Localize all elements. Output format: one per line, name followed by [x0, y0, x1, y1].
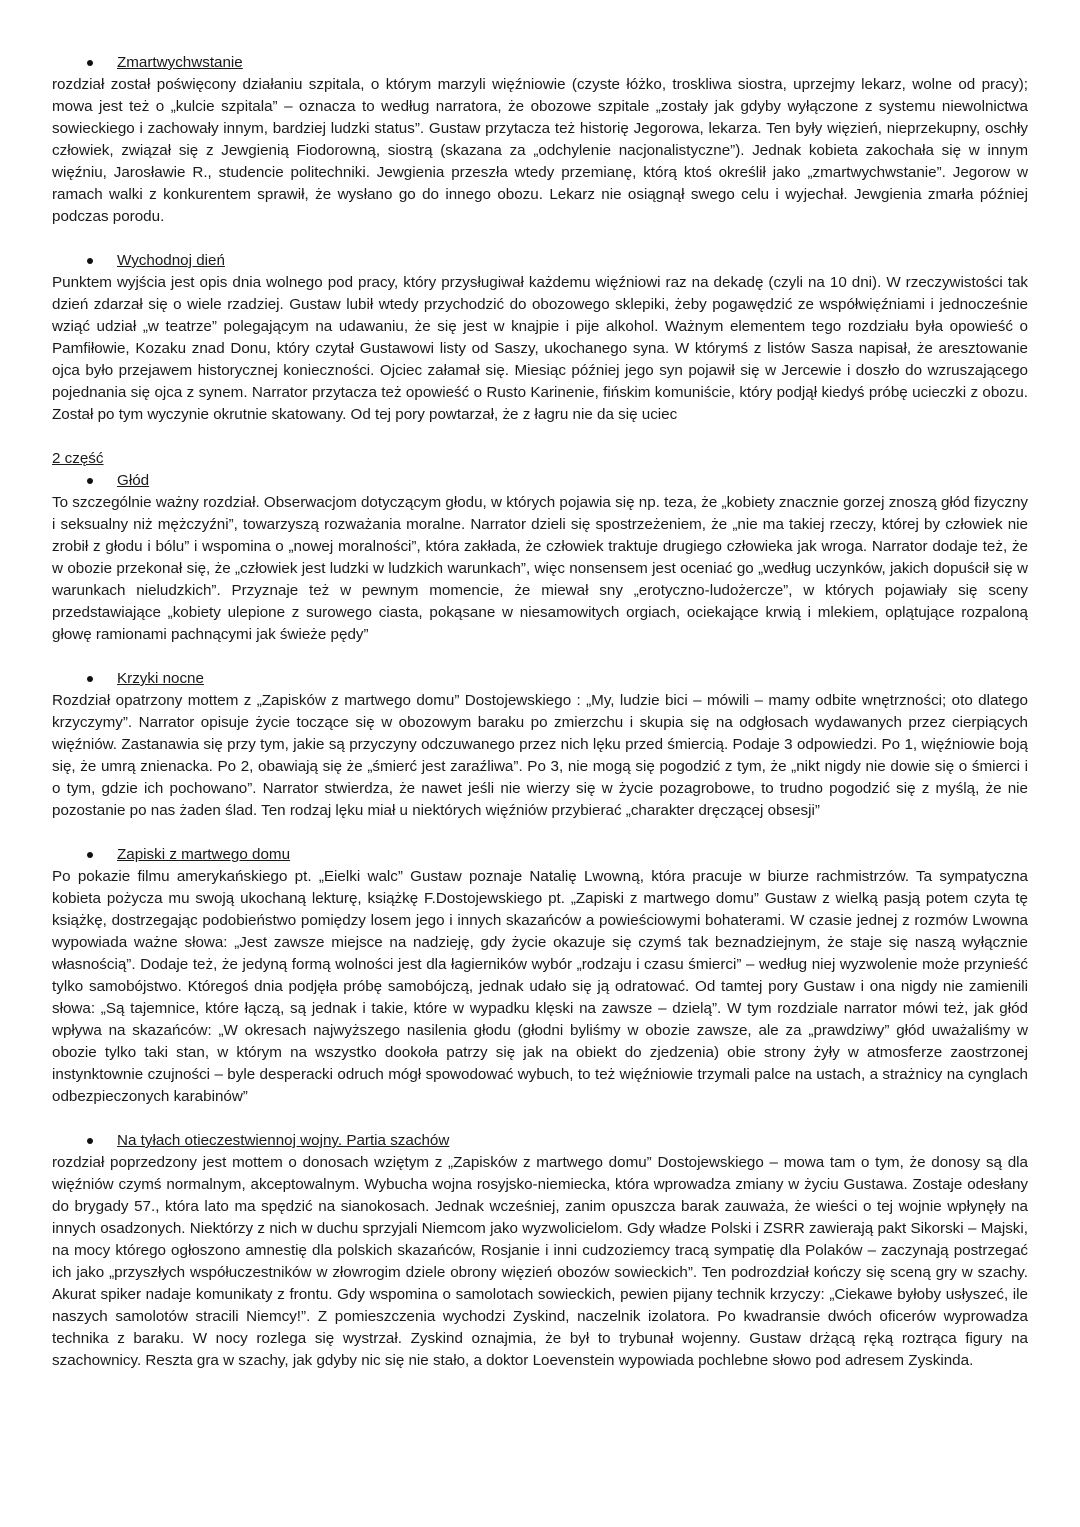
section-body: Po pokazie filmu amerykańskiego pt. „Eielki walc” Gustaw poznaje Natalię Lwowną, która pracuje w biurze rachmistrzów. Ta sympatyczna kobieta pożycza mu swoją ukochaną lekturę, książkę F.Dostojewskiego pt. „Zapiski z martwego domu” Gustaw z wielką pasją potem czyta tę książkę, dostrzegając podobieństwo pomiędzy losem jego i innych skazańców a powieściowymi bohaterami. W czasie jednej z rozmów Lwowna wypowiada ważne słowa: „Jest zawsze miejsce na nadzieję, gdy życie okazuje się czymś tak beznadziejnym, że staje się naszą wyłącznie własnością”. Dodaje też, że jedyną formą wolności jest dla łagierników wybór „rodzaju i czasu śmierci” – według niej wyzwolenie może przynieść tylko samobójstwo. Któregoś dnia podjęła próbę samobójczą, jednak udało się ją odratować. Od tamtej pory Gustaw i ona nigdy nie zamienili słowa: „Są tajemnice, które łączą, są jednak i takie, które w wypadku klęski na zawsze – dzielą”. W tym rozdziale narrator mówi też, jak głód wpływa na skazańców: „W okresach najwyższego nasilenia głodu (głodni byliśmy w obozie zawsze, ale za „prawdziwy” głód uważaliśmy w obozie tylko taki stan, w którym na wszystko dookoła patrzy się jak na obiekt do zjedzenia) obie strony żyły w atmosferze zaostrzonej instynktownie czujności – byle desperacki odruch mógł spowodować wybuch, to też więźniowie trzymali palce na ustach, a strażnicy na cynglach odbezpieczonych karabinów”	[52, 868, 1028, 1105]
section-body: Rozdział opatrzony mottem z „Zapisków z martwego domu” Dostojewskiego : „My, ludzie bici – mówili – mamy odbite wnętrzności; oto dlatego krzyczymy”. Narrator opisuje życie toczące się w obozowym baraku po zmierzchu i skupia się na odgłosach wydawanych przez cierpiących więźniów. Zastanawia się przy tym, jakie są przyczyny odczuwanego przez nich lęku przed śmiercią. Podaje 3 odpowiedzi. Po 1, więźniowie boją się, że umrą znienacka. Po 2, obawiają się że „śmierć jest zaraźliwa”. Po 3, nie mogą się pogodzić z tym, że „nikt nigdy nie dowie się o śmierci i o tym, gdzie ich pochowano”. Narrator stwierdza, że nawet jeśli nie wierzy się w życie pozagrobowe, to trudno pogodzić się z myślą, że nie pozostanie po nas żaden ślad. Ten rodzaj lęku miał u niektórych więźniów przybierać „charakter dręczącej obsesji”	[52, 692, 1028, 819]
section-heading	[52, 668, 1028, 690]
section-heading	[52, 1130, 1028, 1152]
section-na-tylach	[52, 1130, 1028, 1372]
bullet-icon	[87, 478, 93, 484]
section-title: Zapiski z martwego domu	[117, 846, 291, 863]
section-zapiski	[52, 844, 1028, 1108]
section-heading	[52, 250, 1028, 272]
section-zmartwychwstanie	[52, 52, 1028, 228]
part-title: 2 część	[52, 450, 104, 467]
section-heading	[52, 844, 1028, 866]
section-heading	[52, 470, 1028, 492]
section-body: Punktem wyjścia jest opis dnia wolnego pod pracy, który przysługiwał każdemu więźniowi raz na dekadę (czyli na 10 dni). W rzeczywistości tak dzień zdarzał się o wiele rzadziej. Gustaw lubił wtedy przychodzić do obozowego sklepiki, żeby pogawędzić ze współwięźniami i jednocześnie wziąć udział „w teatrze” polegającym na udawaniu, że się jest w knajpie i pije alkohol. Ważnym elementem tego rozdziału była opowieść o Pamfiłowie, Kozaku znad Donu, który czytał Gustawowi listy od Saszy, ukochanego syna. W którymś z listów Sasza napisał, że aresztowanie ojca było przejawem historycznej konieczności. Ojciec załamał się. Miesiąc później jego syn pojawił się w Jercewie i doszło do wzruszającego pojednania się ojca z synem. Narrator przytacza też opowieść o Rusto Karinenie, fińskim komuniście, który podjął kiedyś próbę ucieczki z obozu. Został po tym wyczynie okrutnie skatowany. Od tej pory powtarzał, że z łagru nie da się uciec	[52, 274, 1028, 423]
section-wychodnoj-dien	[52, 250, 1028, 426]
section-title: Krzyki nocne	[117, 670, 204, 687]
section-title: Wychodnoj dień	[117, 252, 225, 269]
bullet-icon	[87, 60, 93, 66]
section-krzyki-nocne	[52, 668, 1028, 822]
bullet-icon	[87, 852, 93, 858]
part-2	[52, 448, 1028, 1372]
bullet-icon	[87, 1138, 93, 1144]
section-title: Na tyłach otieczestwiennoj wojny. Partia szachów	[117, 1132, 450, 1149]
section-heading	[52, 52, 1028, 74]
section-title: Głód	[117, 472, 150, 489]
section-title: Zmartwychwstanie	[117, 54, 243, 71]
section-body: rozdział został poświęcony działaniu szpitala, o którym marzyli więźniowie (czyste łóżko, troskliwa siostra, uprzejmy lekarz, wolne od pracy); mowa jest też o „kulcie szpitala” – oznacza to według narratora, że obozowe szpitale „zostały jak gdyby wyłączone z systemu niewolnictwa sowieckiego i zachowały innym, bardziej ludzki status”. Gustaw przytacza też historię Jegorowa, lekarza. Ten były więzień, nieprzekupny, oschły człowiek, związał się z Jewgienią Fiodorowną, siostrą (skazana za „odchylenie nacjonalistyczne”). Jednak kobieta zakochała się w innym więźniu, Jarosławie R., studencie politechniki. Jewgienia przeszła wtedy przemianę, którą ktoś określił jako „zmartwychwstanie”. Jegorow w ramach walki z konkurentem sprawił, że wysłano go do innego obozu. Lekarz nie osiągnął swego celu i wyjechał. Jewgienia zmarła później podczas porodu.	[52, 76, 1028, 225]
section-glod	[52, 470, 1028, 646]
section-body: To szczególnie ważny rozdział. Obserwacjom dotyczącym głodu, w których pojawia się np. teza, że „kobiety znacznie gorzej znoszą głód fizyczny i seksualny niż mężczyźni”, towarzyszą rozważania moralne. Narrator dzieli się spostrzeżeniem, że „nie ma takiej rzeczy, której by człowiek nie zrobił z głodu i bólu” i wspomina o „nowej moralności”, która zakłada, że człowiek traktuje drugiego człowieka jak wroga. Narrator dodaje też, że w obozie przekonał się, że „człowiek jest ludzki w ludzkich warunkach”, więc nonsensem jest oceniać go „według uczynków, jakich dopuścił się w warunkach nieludzkich”. Przyznaje też w pewnym momencie, że miewał sny „erotyczno-ludożercze”, w których pojawiały się sceny przedstawiające „kobiety ulepione z surowego ciasta, pokąsane w niesamowitych orgiach, ociekające krwią i mlekiem, oplątujące rozpaloną głowę ramionami pachnącymi jak świeże pędy”	[52, 494, 1028, 643]
section-body: rozdział poprzedzony jest mottem o donosach wziętym z „Zapisków z martwego domu” Dostojewskiego – mowa tam o tym, że donosy są dla więźniów czymś normalnym, akceptowalnym. Wybucha wojna rosyjsko-niemiecka, która wprowadza zmiany w życiu Gustawa. Zostaje odesłany do brygady 57., która lato ma spędzić na sianokosach. Jednak wcześniej, zanim opuszcza barak zauważa, że wieści o tej wojnie wpłynęły na innych osadzonych. Niektórzy z nich w duchu sprzyjali Niemcom jako wyzwolicielom. Gdy władze Polski i ZSRR zawierają pakt Sikorski – Majski, na mocy którego ogłoszono amnestię dla polskich skazańców, Rosjanie i inni cudzoziemcy tracą sympatię dla Polaków – zaczynają postrzegać ich jako „przyszłych współuczestników w złowrogim dziele obrony więzień obozów sowieckich”. Ten podrozdział kończy się sceną gry w szachy. Akurat spiker nadaje komunikaty z frontu. Gdy wspomina o samolotach sowieckich, pewien pijany technik krzyczy: „Ciekawe byłoby usłyszeć, ile naszych samolotów stracili Niemcy!”. Z pomieszczenia wychodzi Zyskind, naczelnik izolatora. Po kwadransie dwóch oficerów wyprowadza technika z baraku. W nocy rozlega się wystrzał. Zyskind oznajmia, że był to trybunał wojenny. Gustaw drżącą ręką roztrąca figury na szachownicy. Reszta gra w szachy, jak gdyby nic się nie stało, a doktor Loevenstein wypowiada pochlebne słowo pod adresem Zyskinda.	[52, 1154, 1028, 1369]
bullet-icon	[87, 676, 93, 682]
document-page	[52, 52, 1028, 1372]
bullet-icon	[87, 258, 93, 264]
